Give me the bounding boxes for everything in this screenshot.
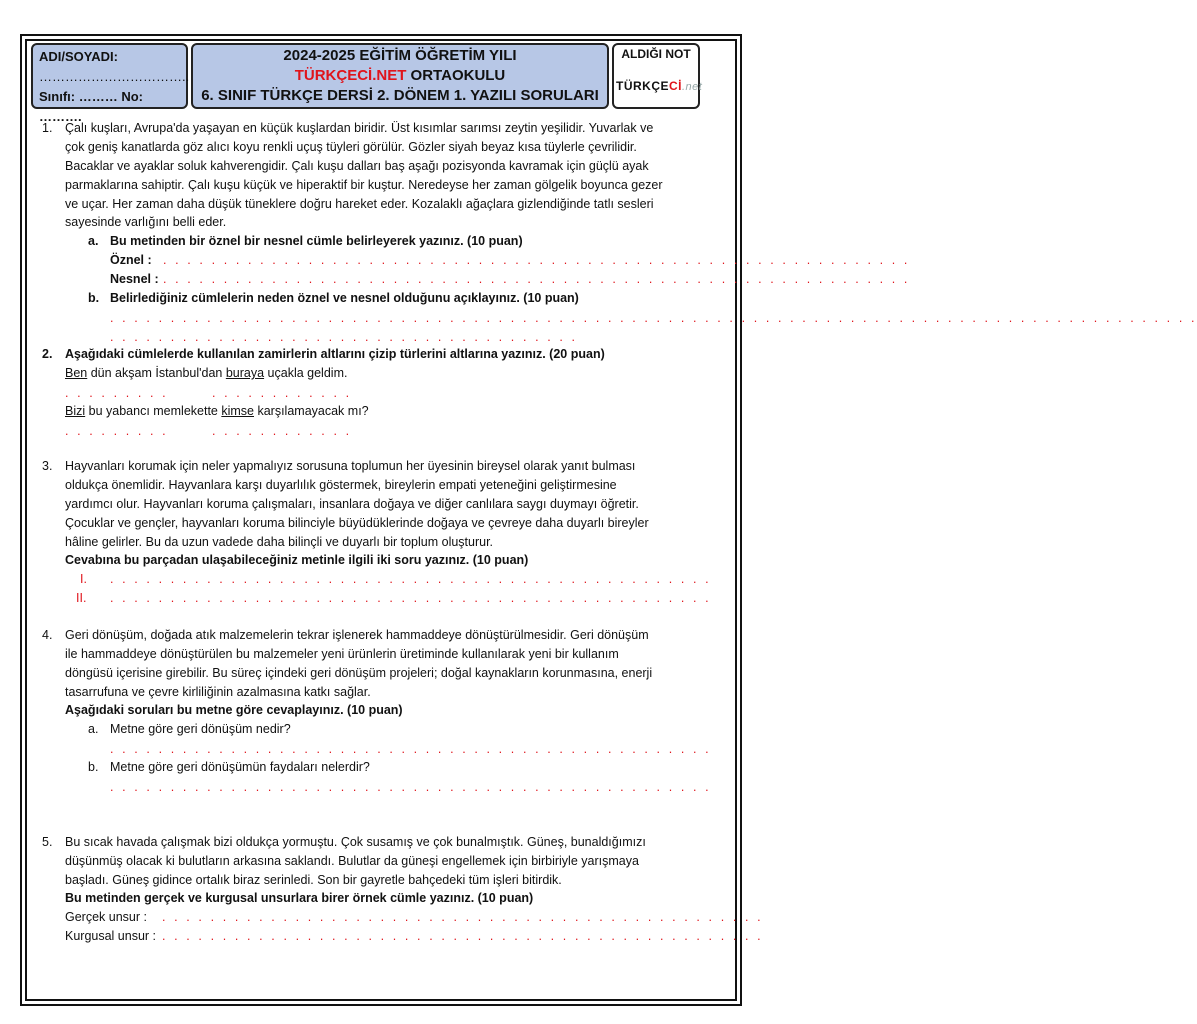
name-label: ADI/SOYADI: xyxy=(39,49,118,64)
q1-line: Çalı kuşları, Avrupa'da yaşayan en küçük kuşlardan biridir. Üst kısımlar sarımsı zeytin yeşilidir. Yuvarlak ve xyxy=(65,121,654,135)
q4b-label: b. xyxy=(88,760,99,774)
q5-line: Bu sıcak havada çalışmak bizi oldukça yormuştu. Çok susamış ve çok bunalmıştık. Güneş, bunaldığımızı xyxy=(65,835,646,849)
q3-answer-line[interactable]: . . . . . . . . . . . . . . . . . . . . . . . . . . . . . . . . . . . . . . . . . . . . . . . . . . xyxy=(110,591,712,605)
logo-text-c: .net xyxy=(682,81,703,93)
real-element-answer-line[interactable]: . . . . . . . . . . . . . . . . . . . . . . . . . . . . . . . . . . . . . . . . . . . . . . . . . . xyxy=(162,910,764,924)
sentence-part: uçakla geldim. xyxy=(264,366,348,380)
fictional-element-label: Kurgusal unsur : xyxy=(65,929,157,943)
turkceci-logo xyxy=(616,79,703,101)
q1-number: 1. xyxy=(42,121,53,135)
pronoun-underlined: buraya xyxy=(225,366,265,380)
q1-line: parmaklarına sahiptir. Çalı kuşu küçük ve hiperaktif bir kuştur. Neredeyse her zaman gölgelik boyunca gezer xyxy=(65,178,663,192)
q3-answer-line[interactable]: . . . . . . . . . . . . . . . . . . . . . . . . . . . . . . . . . . . . . . . . . . . . . . . . . . xyxy=(110,572,712,586)
q1-line: Bacaklar ve ayaklar soluk kahverengidir. Çalı kuşu dalları baş aşağı pozisyonda kavramak için güçlü ayak xyxy=(65,159,649,173)
sentence-part: bu yabancı memlekette xyxy=(85,404,222,418)
q2-answer-line[interactable]: . . . . . . . . . . . . xyxy=(212,424,352,438)
q3-line: yardımcı olur. Hayvanları koruma çalışmaları, insanlara doğaya ve diğer canlılara saygı duymayı öğretir. xyxy=(65,497,639,511)
q4a-label: a. xyxy=(88,722,99,736)
fictional-element-answer-line[interactable]: . . . . . . . . . . . . . . . . . . . . . . . . . . . . . . . . . . . . . . . . . . . . . . . . . . xyxy=(162,929,764,943)
q2-number: 2. xyxy=(42,347,53,361)
q2-sentence-2 xyxy=(65,402,369,421)
q3-line: Hayvanları korumak için neler yapmalıyız sorusuna toplumun her üyesinin bireysel olarak yanıt bulması xyxy=(65,459,636,473)
q4b-question: Metne göre geri dönüşümün faydaları nelerdir? xyxy=(110,760,370,774)
exam-title-box xyxy=(191,43,609,109)
q4a-question: Metne göre geri dönüşüm nedir? xyxy=(110,722,291,736)
name-dots: …………………………….. xyxy=(39,69,190,84)
q4-prompt: Aşağıdaki soruları bu metne göre cevaplayınız. (10 puan) xyxy=(65,703,403,717)
q4-number: 4. xyxy=(42,628,53,642)
oznel-answer-line[interactable]: . . . . . . . . . . . . . . . . . . . . . . . . . . . . . . . . . . . . . . . . . . . . . . . . . . . . . . . . . . . . . . xyxy=(163,253,910,267)
nesnel-label: Nesnel : xyxy=(110,272,159,286)
school-year: 2024-2025 EĞİTİM ÖĞRETİM YILI xyxy=(283,47,517,64)
q3-line: oldukça önemlidir. Hayvanlara karşı duyarlılık göstermek, bireylerin empati yeteneğini geliştirmesine xyxy=(65,478,617,492)
oznel-label: Öznel : xyxy=(110,253,152,267)
grade-box xyxy=(612,43,703,109)
q5-line: başladı. Güneş gidince ortalık biraz serinledi. Son bir gayretle bahçedeki tüm işleri bitirdik. xyxy=(65,873,562,887)
school-name-rest: ORTAOKULU xyxy=(406,67,506,84)
q1a-prompt: Bu metinden bir öznel bir nesnel cümle belirleyerek yazınız. (10 puan) xyxy=(110,234,523,248)
q1b-label: b. xyxy=(88,291,100,305)
q4-line: ile hammaddeye dönüştürülen bu malzemeler yeni ürünlerin üretiminde kullanılarak yeni bir kullanım xyxy=(65,647,619,661)
q1-line: çok geniş kanatlarda göz alıcı koyu renkli uçuş tüyleri görülür. Gözler siyah beyaz kısa tüylerle çevrilidir. xyxy=(65,140,637,154)
q3-line: Çocuklar ve gençler, hayvanları koruma bilinciyle büyüdüklerinde doğaya ve çevreye daha duyarlı bireyler xyxy=(65,516,649,530)
sentence-part: dün akşam İstanbul'dan xyxy=(87,366,226,380)
q2-answer-line[interactable]: . . . . . . . . . . . . xyxy=(212,386,352,400)
pronoun-underlined: Bizi xyxy=(65,404,86,418)
q5-prompt: Bu metinden gerçek ve kurgusal unsurlara birer örnek cümle yazınız. (10 puan) xyxy=(65,891,534,905)
q2-answer-line[interactable]: . . . . . . . . . xyxy=(65,386,169,400)
q2-prompt: Aşağıdaki cümlelerde kullanılan zamirlerin altlarını çizip türlerini altlarına yazınız. (20 puan) xyxy=(65,347,605,361)
q4b-answer-line[interactable]: . . . . . . . . . . . . . . . . . . . . . . . . . . . . . . . . . . . . . . . . . . . . . . . . . . xyxy=(110,780,712,794)
logo-text-a: TÜRKÇE xyxy=(616,79,669,93)
q3-roman-1: I. xyxy=(80,572,87,586)
q1-line: sayesinde varlığını belli eder. xyxy=(65,215,227,229)
pronoun-underlined: Ben xyxy=(65,366,88,380)
school-name xyxy=(193,66,607,86)
nesnel-answer-line[interactable]: . . . . . . . . . . . . . . . . . . . . . . . . . . . . . . . . . . . . . . . . . . . . . . . . . . . . . . . . . . . . . . xyxy=(163,272,910,286)
q1b-answer-line[interactable]: . . . . . . . . . . . . . . . . . . . . . . . . . . . . . . . . . . . . . . . . . . . . . . . . . . . . . . . . . . . . . . . . . . . . . . . . . . . . . . . . . . . . . . . . . . xyxy=(110,311,1197,325)
grade-label: ALDIĞI NOT xyxy=(621,47,691,61)
exam-title: 6. SINIF TÜRKÇE DERSİ 2. DÖNEM 1. YAZILI SORULARI xyxy=(201,87,599,104)
q3-roman-2: II. xyxy=(76,591,87,605)
q3-line: hâline gelirler. Bu da uzun vadede daha bilinçli ve duyarlı bir toplum oluşturur. xyxy=(65,535,494,549)
student-info-box xyxy=(31,43,190,124)
q4-line: döngüsü içerisine girebilir. Bu süreç içindeki geri dönüşüm projeleri; doğal kaynakların korunmasına, enerji xyxy=(65,666,653,680)
q1a-label: a. xyxy=(88,234,99,248)
school-brand: TÜRKÇECİ.NET xyxy=(294,67,407,84)
q1b-answer-line[interactable]: . . . . . . . . . . . . . . . . . . . . . . . . . . . . . . . . . . . . . . . xyxy=(110,330,578,344)
class-number-label: Sınıfı: ……… No: ………. xyxy=(39,89,143,124)
logo-text-b: Cİ xyxy=(669,79,682,93)
q3-number: 3. xyxy=(42,459,53,473)
q4-line: tasarrufuna ve çevre kirliliğinin azalmasına katkı sağlar. xyxy=(65,685,371,699)
q4a-answer-line[interactable]: . . . . . . . . . . . . . . . . . . . . . . . . . . . . . . . . . . . . . . . . . . . . . . . . . . xyxy=(110,742,712,756)
q1b-prompt: Belirlediğiniz cümlelerin neden öznel ve nesnel olduğunu açıklayınız. (10 puan) xyxy=(110,291,579,305)
q1-line: ve uçar. Her zaman daha düşük tüneklere doğru hareket eder. Kozalaklı ağaçlara gizlendiğinde tatlı sesleri xyxy=(65,197,654,211)
q5-number: 5. xyxy=(42,835,53,849)
q5-line: düşünmüş olacak ki bulutların arkasına saklandı. Bulutlar da güneşi engellemek için birbiriyle yarışmaya xyxy=(65,854,639,868)
q2-sentence-1 xyxy=(65,364,347,383)
real-element-label: Gerçek unsur : xyxy=(65,910,147,924)
q3-prompt: Cevabına bu parçadan ulaşabileceğiniz metinle ilgili iki soru yazınız. (10 puan) xyxy=(65,553,529,567)
q4-line: Geri dönüşüm, doğada atık malzemelerin tekrar işlenerek hammaddeye dönüştürülmesidir. Geri dönüşüm xyxy=(65,628,649,642)
sentence-part: karşılamayacak mı? xyxy=(254,404,369,418)
pronoun-underlined: kimse xyxy=(221,404,254,418)
q2-answer-line[interactable]: . . . . . . . . . xyxy=(65,424,169,438)
